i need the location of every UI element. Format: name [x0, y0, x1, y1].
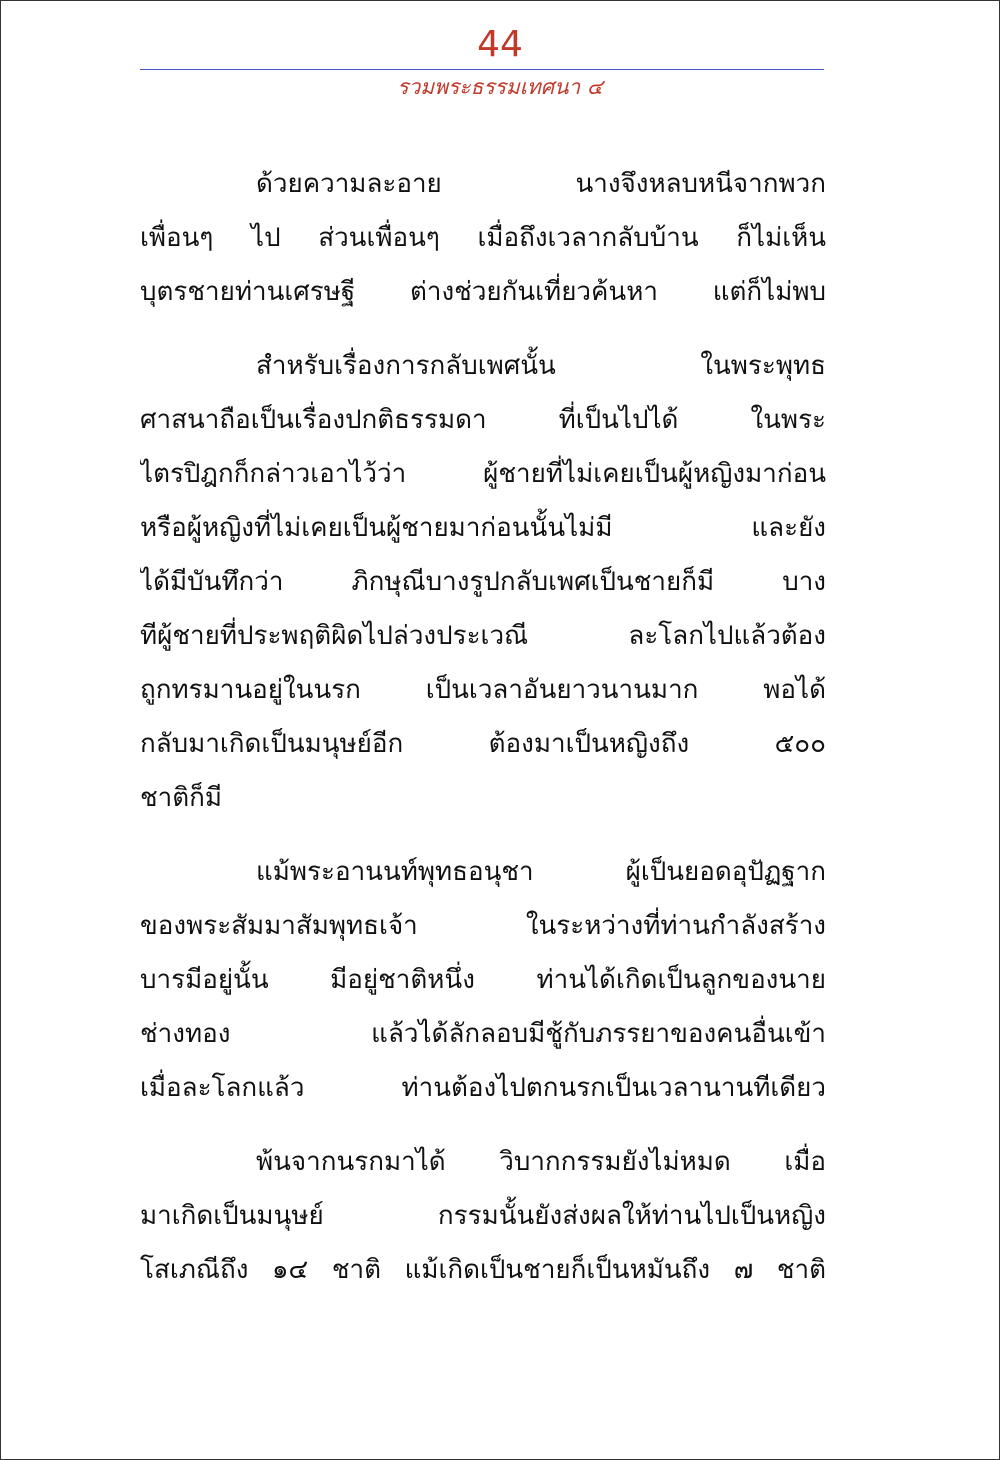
text-line: ของพระสัมมาสัมพุทธเจ้า ในระหว่างที่ท่านกำลังสร้าง — [140, 911, 826, 941]
text-line: หรือผู้หญิงที่ไม่เคยเป็นผู้ชายมาก่อนนั้นไม่มี และยัง — [140, 513, 826, 543]
body-text — [140, 157, 826, 1317]
text-line: เพื่อนๆ ไป ส่วนเพื่อนๆ เมื่อถึงเวลากลับบ้าน ก็ไม่เห็น — [140, 223, 826, 253]
text-line: ชาติก็มี — [140, 783, 223, 813]
text-line: กลับมาเกิดเป็นมนุษย์อีก ต้องมาเป็นหญิงถึง ๕๐๐ — [140, 729, 826, 759]
text-line: เมื่อละโลกแล้ว ท่านต้องไปตกนรกเป็นเวลานานทีเดียว — [140, 1073, 826, 1103]
text-line: ด้วยความละอาย นางจึงหลบหนีจากพวก — [256, 169, 826, 199]
text-line: ไตรปิฎกก็กล่าวเอาไว้ว่า ผู้ชายที่ไม่เคยเป็นผู้หญิงมาก่อน — [140, 459, 826, 489]
text-line: แม้พระอานนท์พุทธอนุชา ผู้เป็นยอดอุปัฏฐาก — [256, 857, 826, 887]
text-line: โสเภณีถึง ๑๔ ชาติ แม้เกิดเป็นชายก็เป็นหมันถึง ๗ ชาติ — [140, 1255, 826, 1285]
running-title: รวมพระธรรมเทศนา ๔ — [397, 75, 603, 99]
text-line: สำหรับเรื่องการกลับเพศนั้น ในพระพุทธ — [256, 351, 826, 381]
page-number: 44 — [477, 24, 523, 65]
text-line: บุตรชายท่านเศรษฐี ต่างช่วยกันเที่ยวค้นหา แต่ก็ไม่พบ — [140, 277, 826, 307]
text-line: ได้มีบันทึกว่า ภิกษุณีบางรูปกลับเพศเป็นชายก็มี บาง — [140, 567, 826, 597]
paragraph-3 — [140, 845, 826, 1115]
text-line: ช่างทอง แล้วได้ลักลอบมีชู้กับภรรยาของคนอื่นเข้า — [140, 1019, 826, 1049]
paragraph-1 — [140, 157, 826, 319]
paragraph-4 — [140, 1135, 826, 1297]
paragraph-2 — [140, 339, 826, 825]
text-line: ถูกทรมานอยู่ในนรก เป็นเวลาอันยาวนานมาก พอได้ — [140, 675, 826, 705]
text-line: มาเกิดเป็นมนุษย์ กรรมนั้นยังส่งผลให้ท่านไปเป็นหญิง — [140, 1201, 826, 1231]
text-line: พ้นจากนรกมาได้ วิบากกรรมยังไม่หมด เมื่อ — [256, 1147, 826, 1177]
text-line: บารมีอยู่นั้น มีอยู่ชาติหนึ่ง ท่านได้เกิดเป็นลูกของนาย — [140, 965, 826, 995]
text-line: ทีผู้ชายที่ประพฤติผิดไปล่วงประเวณี ละโลกไปแล้วต้อง — [140, 621, 826, 651]
text-line: ศาสนาถือเป็นเรื่องปกติธรรมดา ที่เป็นไปได้ ในพระ — [140, 405, 826, 435]
header-divider — [140, 69, 824, 70]
